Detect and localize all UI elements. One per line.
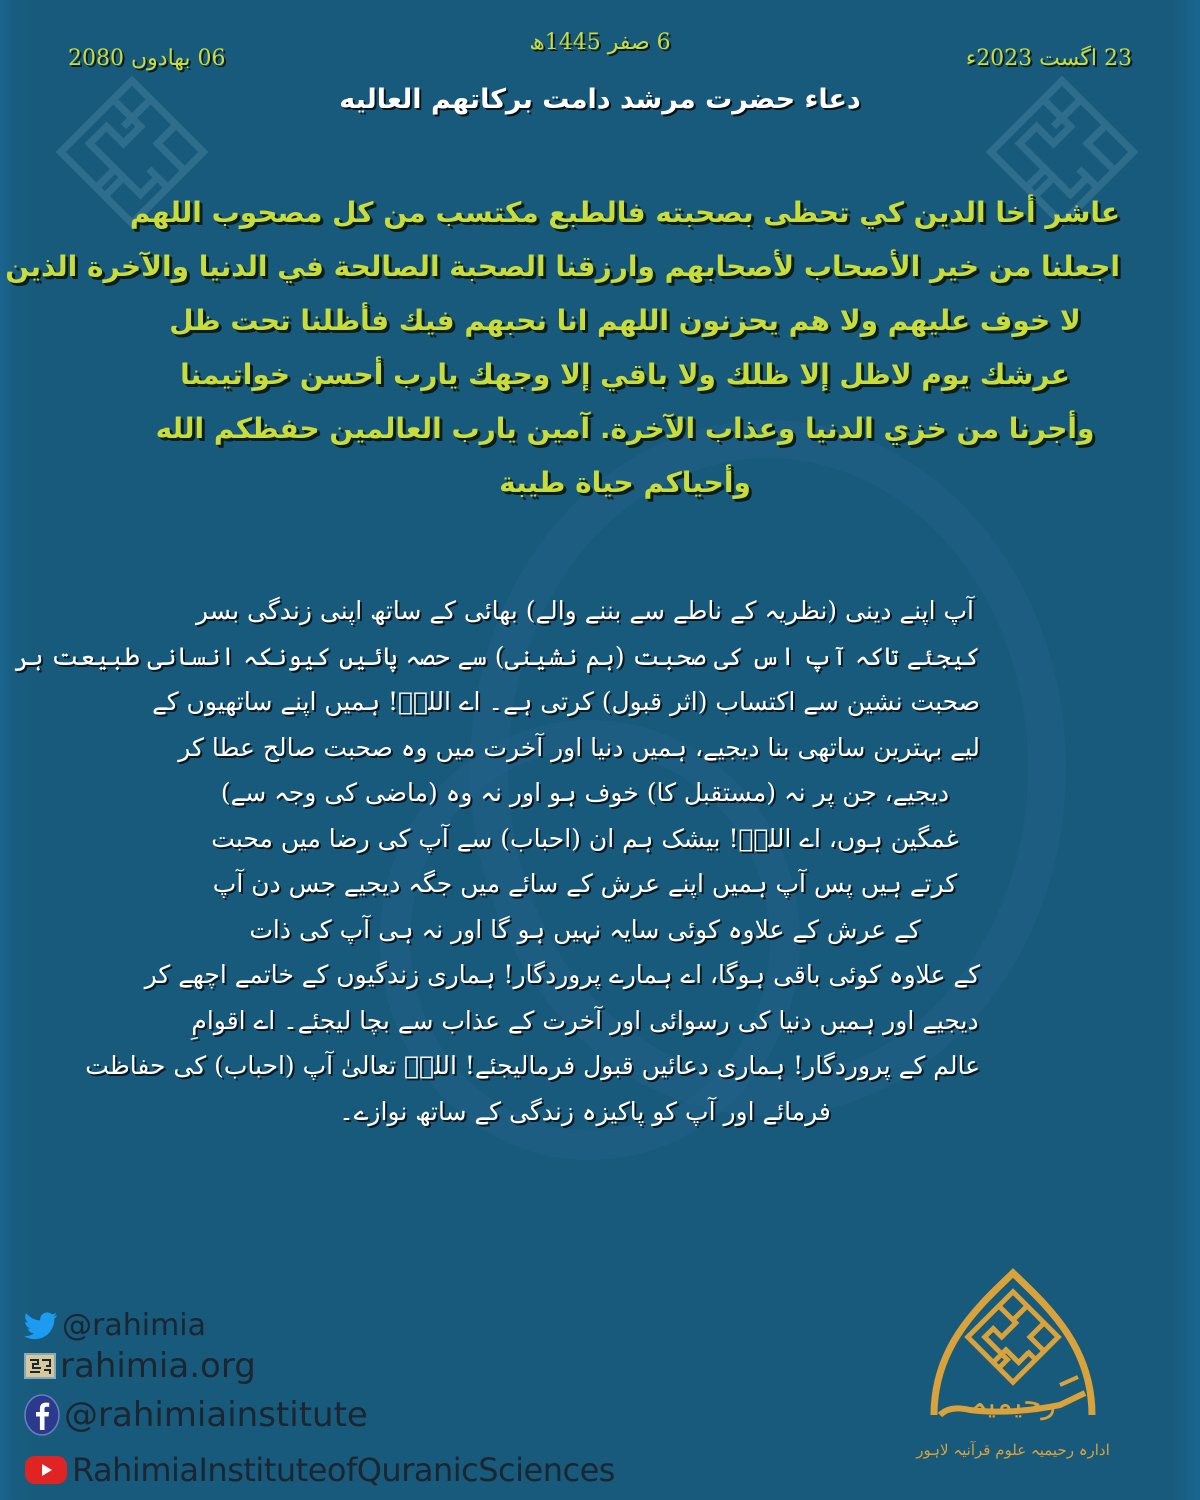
arabic-line: اجعلنا من خير الأصحاب لأصحابهم وارزقنا الصحبة الصالحة في الدنيا والآخرة الذين — [5, 250, 1120, 283]
arabic-line: وأجرنا من خزي الدنيا وعذاب الآخرة. آمين يارب العالمين حفظكم الله — [155, 412, 1095, 445]
arabic-line: لا خوف عليهم ولا هم يحزنون اللهم انا نحبهم فيك فأظلنا تحت ظل — [169, 304, 1081, 337]
gregorian-date: 23 اگست 2023ء — [965, 46, 1132, 71]
youtube-channel: RahimiaInstituteofQuranicSciences — [72, 1451, 615, 1489]
twitter-bird-icon — [24, 1312, 58, 1340]
facebook-handle: @rahimiainstitute — [64, 1395, 368, 1435]
urdu-line: دیجیے اور ہمیں دنیا کی رسوائی اور آخرت کے عذاب سے بچا لیجئے۔ اے اقوامِ — [191, 1005, 979, 1035]
facebook-link[interactable] — [24, 1394, 368, 1436]
arabic-line: عاشر أخا الدين كي تحظى بصحبته فالطبع مكتسب من كل مصحوب اللهم — [129, 196, 1120, 229]
urdu-line: دیجیے، جن پر نہ (مستقبل کا) خوف ہو اور نہ وہ (ماضی کی وجہ سے) — [220, 778, 950, 807]
urdu-line: کے علاوہ کوئی باقی ہوگا، اے ہمارے پروردگار! ہماری زندگیوں کے خاتمے اچھے کر — [144, 960, 980, 989]
urdu-line: آپ اپنے دینی (نظریہ کے ناطے سے بننے والے) بھائی کے ساتھ اپنی زندگی بسر — [196, 596, 974, 625]
urdu-line: کے عرش کے علاوہ کوئی سایہ نہیں ہو گا اور نہ ہی آپ کی ذات — [249, 914, 921, 944]
website-url: rahimia.org — [60, 1346, 256, 1386]
urdu-line: فرمائے اور آپ کو پاکیزہ زندگی کے ساتھ نوازے۔ — [339, 1096, 831, 1126]
twitter-link[interactable] — [24, 1308, 206, 1343]
urdu-line: کیجئے تاکہ آپ اس کی صحبت (ہم نشینی) سے حصہ پائیں کیونکہ انسانی طبیعت ہر — [14, 641, 980, 671]
arabic-dua — [5, 186, 1120, 510]
twitter-handle: @rahimia — [62, 1308, 207, 1343]
urdu-translation — [14, 588, 980, 1134]
urdu-line: صحبت نشین سے اکتساب (اثر قبول) کرتی ہے۔ اے اللہؐ! ہمیں اپنے ساتھیوں کے — [152, 687, 980, 716]
rahimia-logo — [910, 1265, 1120, 1490]
urdu-line: عالم کے پروردگار! ہماری دعائیں قبول فرمالیجئے! اللہؐ تعالیٰ آپ (احباب) کی حفاظت — [85, 1051, 980, 1080]
rahimia-knot-icon — [24, 1353, 56, 1379]
logo-subtitle: ادارہ رحیمیہ علوم قرآنیہ لاہور — [916, 1441, 1110, 1459]
hijri-date: 6 صفر 1445ھ — [529, 30, 671, 55]
youtube-icon — [24, 1454, 68, 1486]
bikrami-date: 06 بھادوں 2080 — [68, 46, 226, 71]
page-title: دعاء حضرت مرشد دامت برکاتهم العالیه — [339, 84, 861, 115]
facebook-icon — [24, 1394, 60, 1436]
arabic-line: وأحياكم حياة طيبة — [499, 466, 751, 499]
website-link[interactable] — [24, 1346, 256, 1386]
arabic-line: عرشك يوم لاظل إلا ظلك ولا باقي إلا وجهك يارب أحسن خواتيمنا — [180, 358, 1070, 391]
youtube-link[interactable] — [24, 1451, 615, 1489]
logo-name: رحیمیہ — [969, 1386, 1057, 1421]
urdu-line: لیے بہترین ساتھی بنا دیجیے، ہمیں دنیا اور آخرت میں وہ صحبت صالح عطا کر — [178, 732, 980, 762]
urdu-line: کرتے ہیں پس آپ ہمیں اپنے عرش کے سائے میں جگہ دیجیے جس دن آپ — [212, 869, 958, 898]
urdu-line: غمگین ہوں، اے اللہؐ! بیشک ہم ان (احباب) سے آپ کی رضا میں محبت — [211, 823, 959, 853]
